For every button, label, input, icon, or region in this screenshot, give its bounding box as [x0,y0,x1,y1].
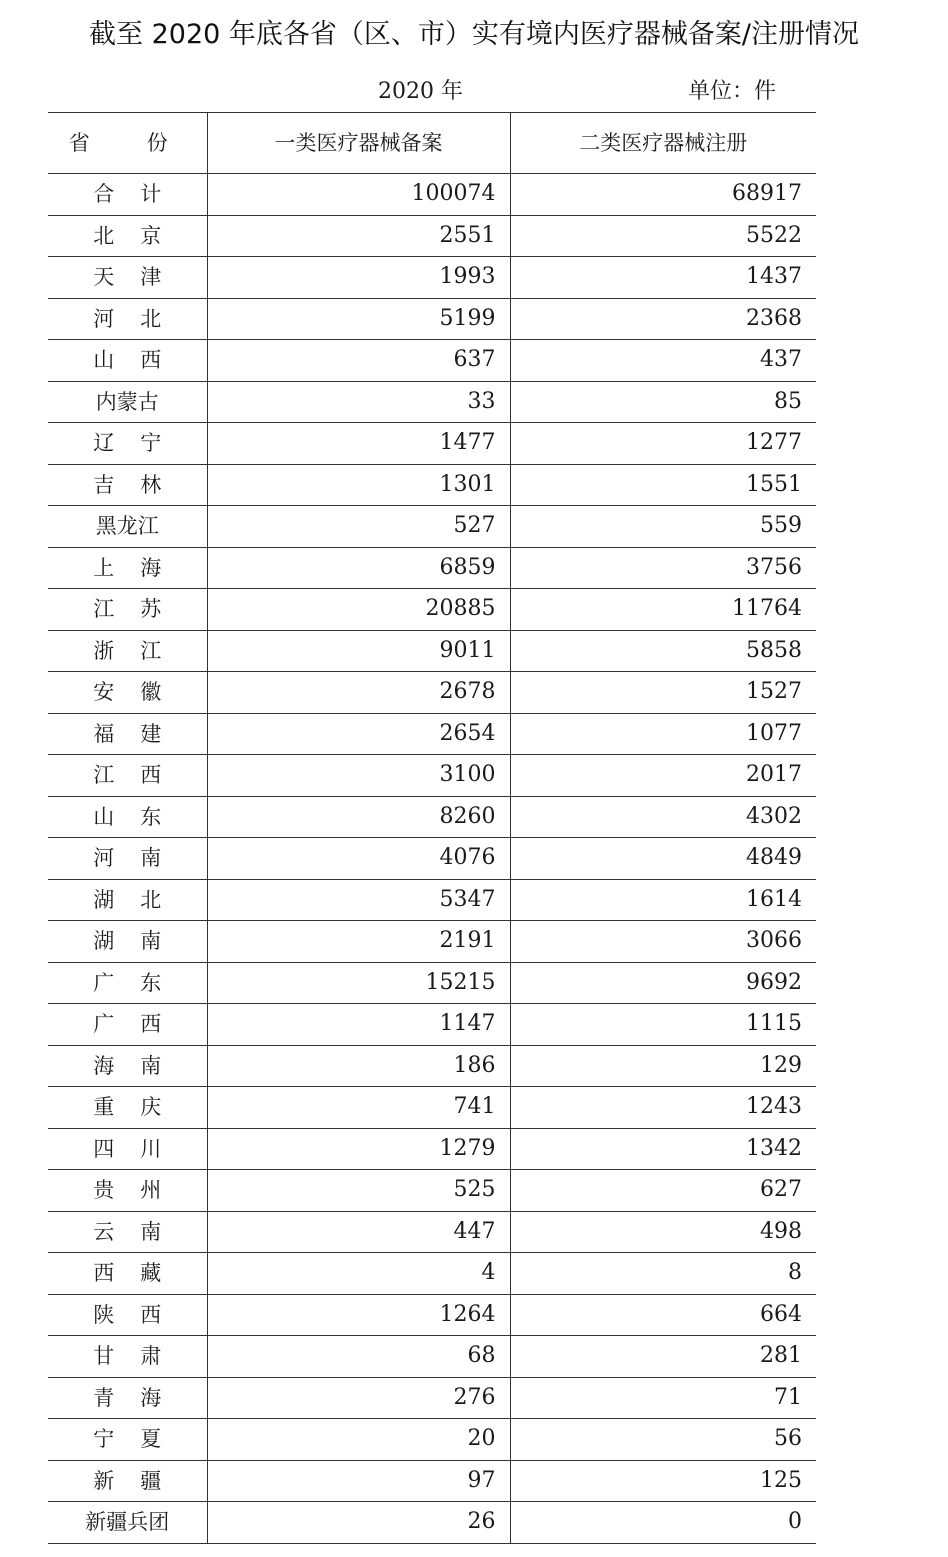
province-cell: 江苏 [48,589,207,631]
class1-filing-cell: 1477 [207,423,510,465]
table-row [48,879,816,921]
class1-filing-cell: 2551 [207,215,510,257]
class1-filing-cell: 4076 [207,838,510,880]
class1-filing-cell: 2191 [207,921,510,963]
province-cell: 浙江 [48,630,207,672]
class2-registration-cell: 56 [510,1419,816,1461]
class1-filing-cell: 4 [207,1253,510,1295]
province-cell: 江西 [48,755,207,797]
class2-registration-cell: 1243 [510,1087,816,1129]
class2-registration-cell: 3756 [510,547,816,589]
province-cell: 西藏 [48,1253,207,1295]
class2-registration-cell: 2368 [510,298,816,340]
table-row [48,423,816,465]
table-row [48,174,816,216]
class1-filing-cell: 97 [207,1460,510,1502]
class2-registration-cell: 1437 [510,257,816,299]
class1-filing-cell: 276 [207,1377,510,1419]
province-cell: 甘肃 [48,1336,207,1378]
class2-registration-cell: 5858 [510,630,816,672]
province-cell: 吉林 [48,464,207,506]
province-cell: 湖南 [48,921,207,963]
table-row [48,547,816,589]
class1-filing-cell: 6859 [207,547,510,589]
province-cell: 海南 [48,1045,207,1087]
table-row [48,1502,816,1544]
class1-filing-cell: 527 [207,506,510,548]
class2-registration-cell: 1551 [510,464,816,506]
class1-filing-cell: 1264 [207,1294,510,1336]
class2-registration-cell: 1527 [510,672,816,714]
province-cell: 四川 [48,1128,207,1170]
class1-filing-cell: 15215 [207,962,510,1004]
class1-filing-cell: 741 [207,1087,510,1129]
class1-filing-cell: 68 [207,1336,510,1378]
class1-filing-cell: 5347 [207,879,510,921]
province-cell: 广西 [48,1004,207,1046]
class1-filing-cell: 100074 [207,174,510,216]
province-cell: 山西 [48,340,207,382]
class2-registration-cell: 11764 [510,589,816,631]
province-cell: 云南 [48,1211,207,1253]
class1-filing-cell: 2678 [207,672,510,714]
class2-registration-cell: 85 [510,381,816,423]
class2-registration-cell: 664 [510,1294,816,1336]
class2-registration-cell: 129 [510,1045,816,1087]
province-cell: 安徽 [48,672,207,714]
table-row [48,506,816,548]
table-row [48,1004,816,1046]
class1-filing-cell: 8260 [207,796,510,838]
table-row [48,713,816,755]
table-row [48,672,816,714]
province-cell: 河北 [48,298,207,340]
table-row [48,1170,816,1212]
province-cell: 广东 [48,962,207,1004]
table-row [48,838,816,880]
table-row [48,1419,816,1461]
class1-filing-cell: 2654 [207,713,510,755]
province-cell: 辽宁 [48,423,207,465]
class2-registration-cell: 5522 [510,215,816,257]
province-cell: 新疆兵团 [48,1502,207,1544]
class1-filing-cell: 1279 [207,1128,510,1170]
province-cell: 合计 [48,174,207,216]
province-cell: 湖北 [48,879,207,921]
table-caption-row [48,72,816,112]
province-cell: 宁夏 [48,1419,207,1461]
class2-registration-cell: 125 [510,1460,816,1502]
class1-filing-cell: 20 [207,1419,510,1461]
class2-registration-cell: 0 [510,1502,816,1544]
table-row [48,340,816,382]
page-title: 截至 2020 年底各省（区、市）实有境内医疗器械备案/注册情况 [89,19,859,50]
class1-filing-cell: 3100 [207,755,510,797]
header-class2-registration: 二类医疗器械注册 [510,113,816,174]
class2-registration-cell: 68917 [510,174,816,216]
table-row [48,1460,816,1502]
table-row [48,1294,816,1336]
province-cell: 青海 [48,1377,207,1419]
header-province: 省 份 [48,113,207,174]
class2-registration-cell: 71 [510,1377,816,1419]
registration-table [48,112,816,1544]
table-row [48,257,816,299]
province-cell: 河南 [48,838,207,880]
table-row [48,1253,816,1295]
class1-filing-cell: 637 [207,340,510,382]
province-cell: 新疆 [48,1460,207,1502]
table-row [48,589,816,631]
table-row [48,921,816,963]
table-row [48,1211,816,1253]
class2-registration-cell: 2017 [510,755,816,797]
province-cell: 山东 [48,796,207,838]
class2-registration-cell: 4302 [510,796,816,838]
table-row [48,796,816,838]
province-cell: 天津 [48,257,207,299]
class1-filing-cell: 1301 [207,464,510,506]
class1-filing-cell: 525 [207,1170,510,1212]
table-row [48,298,816,340]
class1-filing-cell: 33 [207,381,510,423]
table-row [48,962,816,1004]
table-row [48,1336,816,1378]
table-row [48,381,816,423]
table-row [48,1045,816,1087]
class2-registration-cell: 1277 [510,423,816,465]
province-cell: 内蒙古 [48,381,207,423]
class1-filing-cell: 1147 [207,1004,510,1046]
class2-registration-cell: 1077 [510,713,816,755]
class1-filing-cell: 5199 [207,298,510,340]
table-header-row [48,113,816,174]
province-cell: 黑龙江 [48,506,207,548]
class2-registration-cell: 498 [510,1211,816,1253]
table-row [48,1087,816,1129]
class2-registration-cell: 281 [510,1336,816,1378]
class2-registration-cell: 8 [510,1253,816,1295]
class2-registration-cell: 4849 [510,838,816,880]
table-row [48,1128,816,1170]
table-row [48,755,816,797]
class2-registration-cell: 559 [510,506,816,548]
class2-registration-cell: 3066 [510,921,816,963]
province-cell: 重庆 [48,1087,207,1129]
class2-registration-cell: 1614 [510,879,816,921]
province-cell: 陕西 [48,1294,207,1336]
class2-registration-cell: 627 [510,1170,816,1212]
class1-filing-cell: 20885 [207,589,510,631]
table-row [48,630,816,672]
province-cell: 贵州 [48,1170,207,1212]
province-cell: 福建 [48,713,207,755]
year-label: 2020 年 [378,79,463,104]
table-row [48,215,816,257]
table-body [48,174,816,1544]
class2-registration-cell: 1115 [510,1004,816,1046]
class1-filing-cell: 1993 [207,257,510,299]
class1-filing-cell: 186 [207,1045,510,1087]
province-cell: 上海 [48,547,207,589]
class2-registration-cell: 9692 [510,962,816,1004]
header-class1-filing: 一类医疗器械备案 [207,113,510,174]
class2-registration-cell: 437 [510,340,816,382]
table-row [48,1377,816,1419]
unit-label: 单位：件 [688,79,777,104]
table-row [48,464,816,506]
class1-filing-cell: 9011 [207,630,510,672]
class1-filing-cell: 447 [207,1211,510,1253]
class2-registration-cell: 1342 [510,1128,816,1170]
province-cell: 北京 [48,215,207,257]
class1-filing-cell: 26 [207,1502,510,1544]
